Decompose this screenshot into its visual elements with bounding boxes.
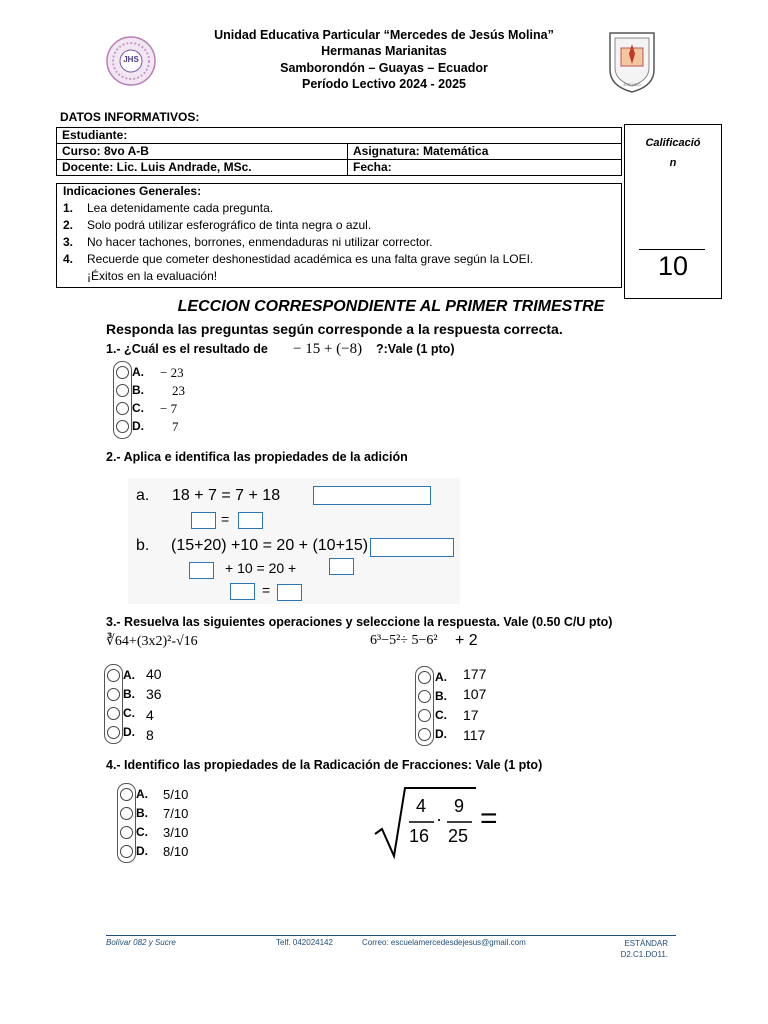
q4-option-b-radio[interactable] bbox=[120, 807, 133, 820]
footer-email: Correo: escuelamercedesdejesus@gmail.com bbox=[362, 938, 526, 947]
q2-a-answer-box[interactable] bbox=[313, 486, 431, 505]
q3-right-option-a-value: 177 bbox=[463, 666, 487, 682]
q4-frac1-numerator: 4 bbox=[416, 796, 427, 816]
q3-right-option-c-radio[interactable] bbox=[418, 709, 431, 722]
q2-a-right-box[interactable] bbox=[238, 512, 263, 529]
subject-field: Asignatura: Matemática bbox=[348, 144, 622, 160]
instruction-item: 3. No hacer tachones, borrones, enmendaduras ni utilizar corrector. bbox=[63, 235, 433, 249]
q3-right-option-d-letter: D. bbox=[435, 727, 447, 741]
q1-expression: − 15 + (−8) bbox=[293, 341, 363, 357]
q1-prefix: 1.- ¿Cuál es el resultado de bbox=[106, 342, 268, 356]
general-instructions bbox=[56, 183, 622, 288]
q4-title: 4.- Identifico las propiedades de la Radicación de Fracciones: Vale (1 pto) bbox=[106, 758, 543, 772]
header-line-4: Período Lectivo 2024 - 2025 bbox=[302, 77, 466, 91]
header-line-1: Unidad Educativa Particular “Mercedes de Jesús Molina” bbox=[214, 28, 554, 42]
q1-option-a-radio[interactable] bbox=[116, 366, 129, 379]
q4-option-a-letter: A. bbox=[136, 787, 148, 801]
footer-address: Bolívar 082 y Sucre bbox=[106, 938, 176, 947]
course-field: Curso: 8vo A-B bbox=[57, 144, 348, 160]
q3-right-suffix: + 2 bbox=[455, 632, 478, 649]
footer-standard: ESTÁNDAR D2.C1.DO11. bbox=[620, 939, 668, 959]
q1-option-b-value: 23 bbox=[172, 383, 185, 398]
q3-right-option-b-value: 107 bbox=[463, 686, 487, 702]
q3-left-option-a-value: 40 bbox=[146, 666, 162, 682]
q3-left-option-a-letter: A. bbox=[123, 668, 135, 682]
grade-label: Calificació n bbox=[645, 137, 701, 169]
q4-option-c-letter: C. bbox=[136, 825, 148, 839]
q3-title: 3.- Resuelva las siguientes operaciones y seleccione la respuesta. Vale (0.50 C/U pto) bbox=[106, 615, 613, 629]
q1-option-c-value: − 7 bbox=[160, 401, 178, 416]
footer-rule bbox=[106, 935, 676, 936]
grade-total: 10 bbox=[657, 251, 689, 281]
q4-option-a-value: 5/10 bbox=[163, 787, 189, 802]
q1-option-d-radio[interactable] bbox=[116, 420, 129, 433]
q2-a-label: a. bbox=[136, 487, 150, 504]
grade-line[interactable] bbox=[639, 249, 705, 250]
lesson-title: LECCION CORRESPONDIENTE AL PRIMER TRIMESTRE bbox=[177, 298, 605, 315]
q1-option-d-value: 7 bbox=[172, 419, 179, 434]
q4-option-a-radio[interactable] bbox=[120, 788, 133, 801]
q4-frac2-numerator: 9 bbox=[454, 796, 465, 816]
q2-b-label: b. bbox=[136, 537, 150, 554]
q2-b-sum-left-box[interactable] bbox=[230, 583, 255, 600]
q4-option-d-radio[interactable] bbox=[120, 845, 133, 858]
datos-title: DATOS INFORMATIVOS: bbox=[60, 110, 200, 124]
q3-left-option-c-value: 4 bbox=[146, 707, 154, 723]
q4-equals-sign: = bbox=[480, 802, 498, 835]
q3-left-option-a-radio[interactable] bbox=[107, 669, 120, 682]
q2-a-expression: 18 + 7 = 7 + 18 bbox=[172, 487, 281, 504]
q3-left-option-b-radio[interactable] bbox=[107, 688, 120, 701]
student-info-table bbox=[56, 127, 622, 176]
q2-b-expression: (15+20) +10 = 20 + (10+15) bbox=[171, 537, 369, 554]
q2-b-middle-text: + 10 = 20 + bbox=[225, 560, 297, 576]
footer-phone: Telf. 042024142 bbox=[276, 938, 333, 947]
lesson-instruction: Responda las preguntas según corresponde a la respuesta correcta. bbox=[106, 321, 563, 337]
q4-option-b-value: 7/10 bbox=[163, 806, 189, 821]
q3-left-option-c-radio[interactable] bbox=[107, 707, 120, 720]
header-line-3: Samborondón – Guayas – Ecuador bbox=[280, 61, 488, 75]
q2-b-answer-box[interactable] bbox=[370, 538, 454, 557]
q3-left-option-c-letter: C. bbox=[123, 706, 135, 720]
q3-right-option-c-value: 17 bbox=[463, 707, 479, 723]
q3-left-option-d-radio[interactable] bbox=[107, 726, 120, 739]
q1-option-c-letter: C. bbox=[132, 401, 144, 415]
q3-left-option-b-value: 36 bbox=[146, 686, 162, 702]
q1-option-d-letter: D. bbox=[132, 419, 144, 433]
q4-frac1-denominator: 16 bbox=[409, 826, 430, 846]
q4-option-b-letter: B. bbox=[136, 806, 148, 820]
q3-left-expression: ∛64+(3x2)²-√16 bbox=[106, 634, 198, 649]
q3-right-option-d-radio[interactable] bbox=[418, 728, 431, 741]
q3-right-option-b-radio[interactable] bbox=[418, 690, 431, 703]
school-crest-right bbox=[607, 30, 657, 94]
q4-multiply-dot: · bbox=[436, 809, 442, 829]
grade-box bbox=[624, 124, 722, 299]
date-field[interactable]: Fecha: bbox=[348, 160, 622, 176]
q3-left-option-d-value: 8 bbox=[146, 727, 154, 743]
q2-b-sum-right-box[interactable] bbox=[277, 584, 302, 601]
q1-option-b-radio[interactable] bbox=[116, 384, 129, 397]
q3-left-option-b-letter: B. bbox=[123, 687, 135, 701]
q1-option-c-radio[interactable] bbox=[116, 402, 129, 415]
q4-radical-expression bbox=[372, 782, 512, 860]
q2-b-left-box[interactable] bbox=[189, 562, 214, 579]
q3-right-expression: 6³−5²÷ 5−6² bbox=[370, 633, 438, 648]
q4-option-c-value: 3/10 bbox=[163, 825, 189, 840]
q4-frac2-denominator: 25 bbox=[448, 826, 469, 846]
instruction-item: 4. Recuerde que cometer deshonestidad académica es una falta grave según la LOEI. bbox=[63, 252, 534, 266]
instruction-item: 2. Solo podrá utilizar esferográfico de tinta negra o azul. bbox=[63, 218, 372, 232]
teacher-field: Docente: Lic. Luis Andrade, MSc. bbox=[57, 160, 348, 176]
q1-suffix: ?:Vale (1 pto) bbox=[376, 342, 455, 356]
q3-right-option-d-value: 117 bbox=[463, 727, 486, 743]
q3-right-option-b-letter: B. bbox=[435, 689, 447, 703]
q1-option-b-letter: B. bbox=[132, 383, 144, 397]
closing-message: ¡Éxitos en la evaluación! bbox=[87, 269, 218, 283]
q3-right-option-c-letter: C. bbox=[435, 708, 447, 722]
q2-title: 2.- Aplica e identifica las propiedades de la adición bbox=[106, 450, 408, 464]
q1-option-a-value: − 23 bbox=[160, 365, 184, 380]
logo-left-text: JHS bbox=[123, 55, 139, 64]
q3-right-option-a-letter: A. bbox=[435, 670, 447, 684]
instructions-title: Indicaciones Generales: bbox=[63, 184, 202, 198]
crest-text: ESCUDO bbox=[623, 82, 641, 87]
q2-a-equals: = bbox=[221, 511, 230, 527]
instruction-item: 1. Lea detenidamente cada pregunta. bbox=[63, 201, 274, 215]
q4-option-c-radio[interactable] bbox=[120, 826, 133, 839]
q2-b-equals: = bbox=[262, 582, 271, 598]
q2-b-right-box[interactable] bbox=[329, 558, 354, 575]
student-field[interactable]: Estudiante: bbox=[57, 128, 622, 144]
q4-option-d-value: 8/10 bbox=[163, 844, 189, 859]
header-line-2: Hermanas Marianitas bbox=[321, 44, 447, 58]
q3-left-option-d-letter: D. bbox=[123, 725, 135, 739]
q1-option-a-letter: A. bbox=[132, 365, 144, 379]
q3-right-option-a-radio[interactable] bbox=[418, 671, 431, 684]
q4-option-d-letter: D. bbox=[136, 844, 148, 858]
q2-a-left-box[interactable] bbox=[191, 512, 216, 529]
